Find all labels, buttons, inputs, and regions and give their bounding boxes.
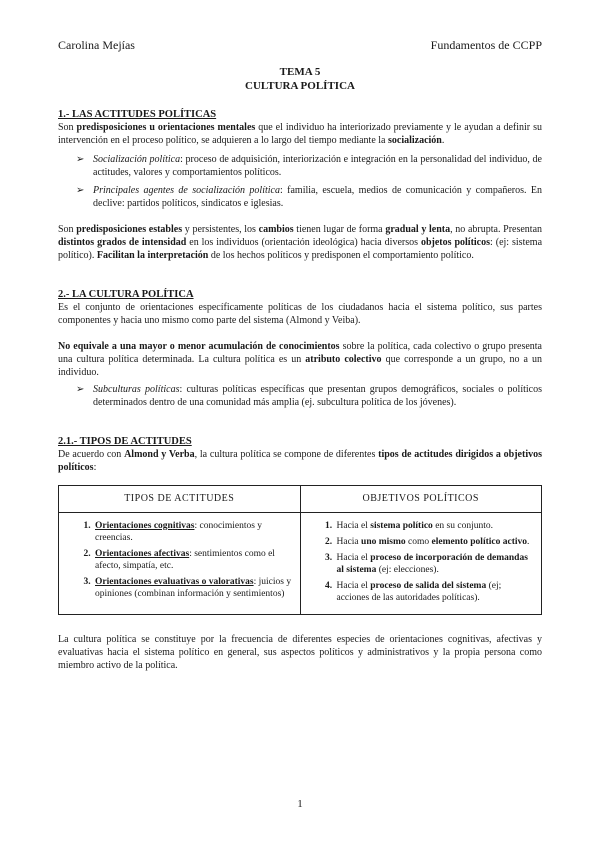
section-1-paragraph-2: Son predisposiciones estables y persistentes, los cambios tienen lugar de forma gradual y lenta, no abrupta. Presentan distintos grados de intensidad en los individuos (orientación ideológica) hacia diversos objetos políticos: (ej: sistema político). Facilitan la interpretación de los hechos políticos y predisponen el comportamiento político. xyxy=(58,224,543,261)
table-cell-tipos xyxy=(59,513,301,615)
bullet-agentes: ➢ Principales agentes de socialización política: familia, escuela, medios de comunicación y compañeros. En declive: partidos políticos, sindicatos e iglesias. xyxy=(76,185,542,209)
list-item: 2. Orientaciones afectivas: sentimientos como el afecto, simpatía, etc. xyxy=(93,548,292,572)
table-header-objetivos: OBJETIVOS POLÍTICOS xyxy=(300,486,542,513)
list-item: 3. Orientaciones evaluativas o valorativas: juicios y opiniones (combinan información y sentimientos) xyxy=(93,576,292,600)
list-item: 3. Hacia el proceso de incorporación de demandas al sistema (ej: elecciones). xyxy=(335,552,534,576)
section-1-paragraph-1: Son predisposiciones u orientaciones mentales que el individuo ha interiorizado previamente y le ayudan a definir su intervención en el proceso político, se adquieren a lo largo del tiempo mediante la socialización. xyxy=(58,122,543,146)
section-2-heading: 2.- LA CULTURA POLÍTICA xyxy=(58,289,194,300)
list-item: 1. Orientaciones cognitivas: conocimientos y creencias. xyxy=(93,520,292,544)
page-content xyxy=(58,108,542,672)
header-subject: Fundamentos de CCPP xyxy=(430,38,542,52)
attitudes-table xyxy=(58,485,542,615)
arrow-bullet-icon: ➢ xyxy=(76,384,85,395)
header-author: Carolina Mejías xyxy=(58,38,135,52)
list-item: 2. Hacia uno mismo como elemento político activo. xyxy=(335,536,534,548)
bullet-subculturas: ➢ Subculturas políticas: culturas políticas específicas que presentan grupos demográficos, sociales o políticos determinados dentro de una comunidad más amplia (ej. subcultura política de los jóvenes). xyxy=(76,384,542,408)
page-number: 1 xyxy=(297,798,303,810)
arrow-bullet-icon: ➢ xyxy=(76,154,85,165)
section-2-paragraph-2: No equivale a una mayor o menor acumulación de conocimientos sobre la política, cada colectivo o grupo presenta una cultura política determinada. La cultura política es un atributo colectivo que corresponde a un grupo, no a un individuo. xyxy=(58,341,543,378)
list-item: 1. Hacia el sistema político en su conjunto. xyxy=(335,520,534,532)
section-1-heading: 1.- LAS ACTITUDES POLÍTICAS xyxy=(58,109,217,120)
bullet-socializacion: ➢ Socialización política: proceso de adquisición, interiorización e integración en la personalidad del individuo, de actitudes, valores y comportamientos políticos. xyxy=(76,154,542,178)
closing-paragraph: La cultura política se constituye por la frecuencia de diferentes especies de orientaciones cognitivas, afectivas y evaluativas hacia el sistema político en general, sus aspectos políticos y administrativos y la propia persona como miembro activo de la política. xyxy=(58,634,542,671)
table-header-tipos: TIPOS DE ACTITUDES xyxy=(59,486,301,513)
section-2-1-heading: 2.1.- TIPOS DE ACTITUDES xyxy=(58,436,192,447)
table-cell-objetivos xyxy=(300,513,542,615)
arrow-bullet-icon: ➢ xyxy=(76,185,85,196)
doc-title-topic: TEMA 5 xyxy=(279,66,321,78)
section-2-1-paragraph: De acuerdo con Almond y Verba, la cultura política se compone de diferentes tipos de actitudes dirigidos a objetivos políticos: xyxy=(58,449,542,473)
section-2-paragraph-1: Es el conjunto de orientaciones específicamente políticas de los ciudadanos hacia el sistema político, sus partes componentes y hacia uno mismo como parte del sistema (Almond y Veiba). xyxy=(58,302,542,326)
list-item: 4. Hacia el proceso de salida del sistema (ej; acciones de las autoridades políticas). xyxy=(335,580,534,604)
doc-title-main: CULTURA POLÍTICA xyxy=(245,80,355,92)
